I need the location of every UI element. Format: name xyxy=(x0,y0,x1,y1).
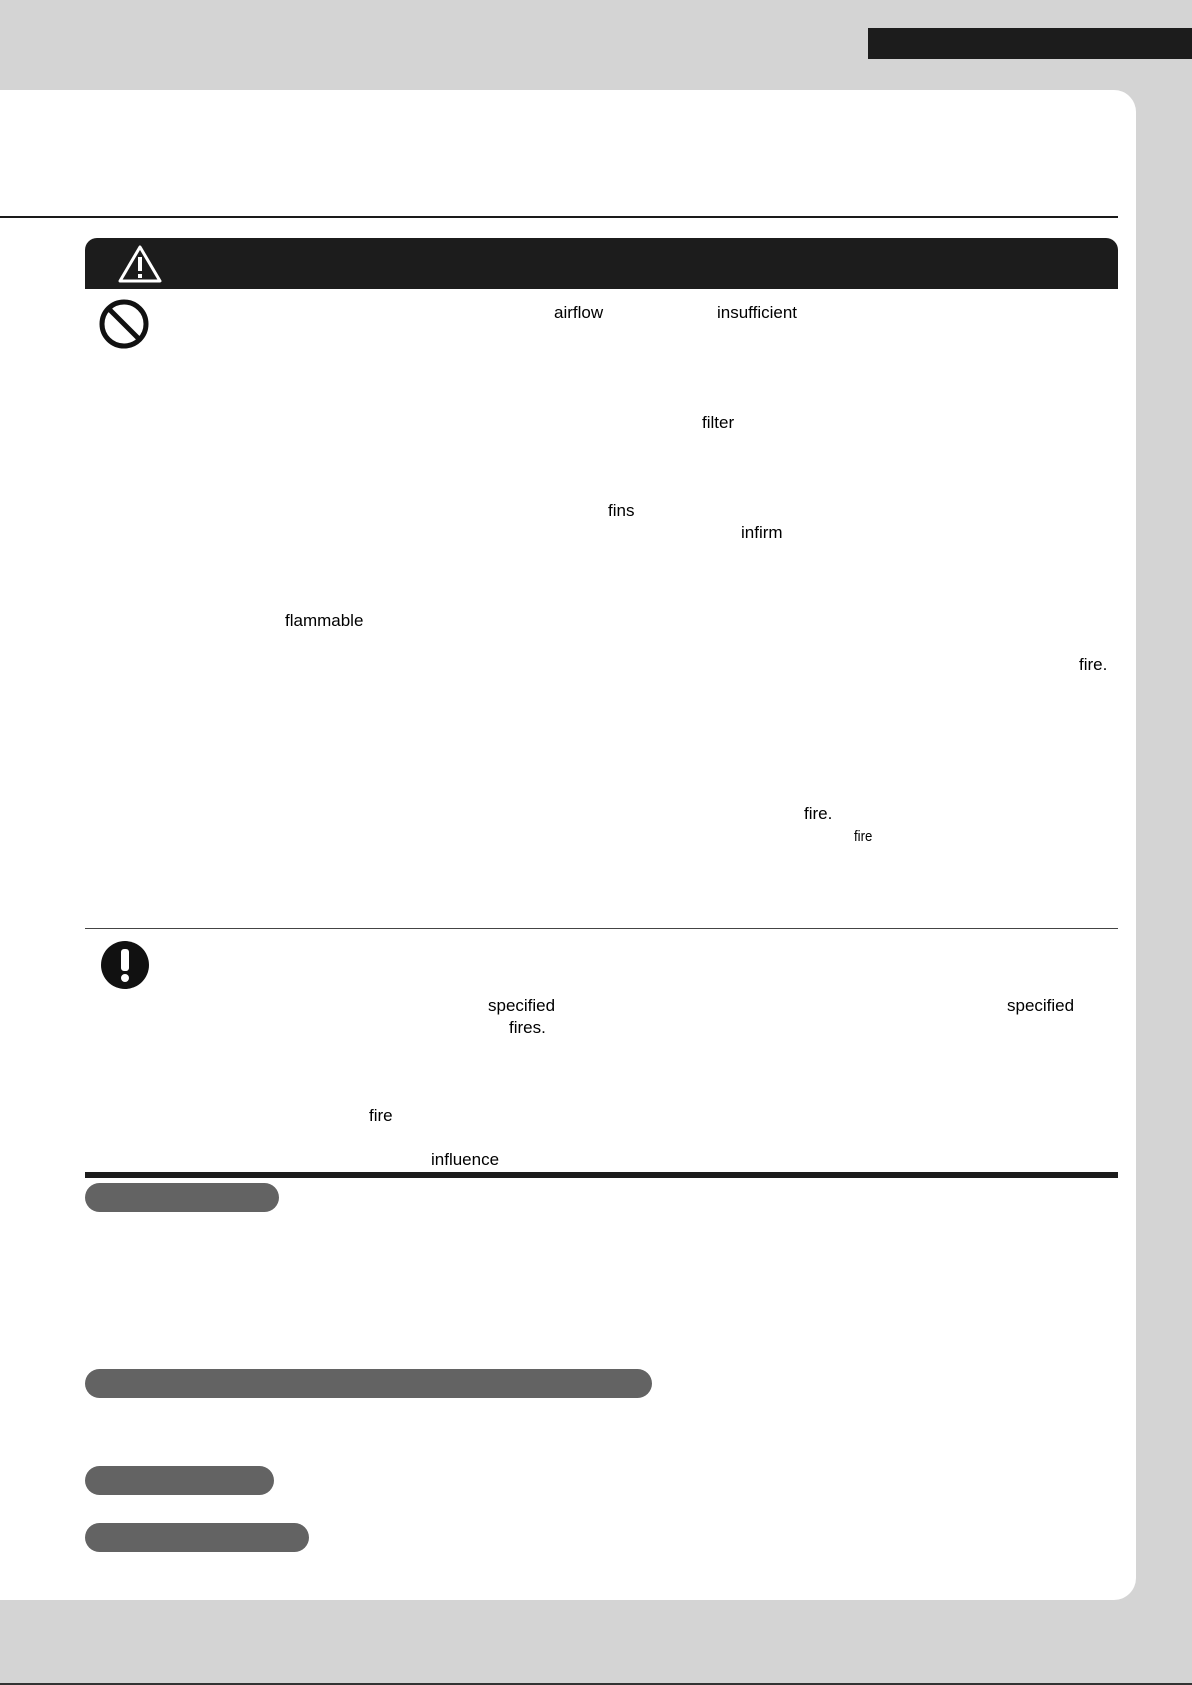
prohibition-icon xyxy=(99,299,149,349)
word-specified-2: specified xyxy=(1007,996,1075,1015)
word-flammable: flammable xyxy=(285,611,364,630)
mandatory-action-icon xyxy=(100,940,150,990)
word-fire-2: fire. xyxy=(804,804,833,823)
word-specified-1: specified xyxy=(488,996,556,1015)
word-insufficient: insufficient xyxy=(717,303,798,322)
section-end-rule xyxy=(85,1172,1118,1178)
word-fires: fires. xyxy=(509,1018,546,1037)
header-rule xyxy=(0,216,1118,218)
warning-header-bar xyxy=(85,238,1118,289)
word-filter: filter xyxy=(702,413,735,432)
word-infirm: infirm xyxy=(741,523,783,542)
word-influence: influence xyxy=(431,1150,500,1169)
section-heading-pill-1 xyxy=(85,1183,279,1212)
warning-triangle-icon xyxy=(117,244,163,284)
word-airflow: airflow xyxy=(554,303,604,322)
word-fire: fire xyxy=(369,1106,393,1125)
section-heading-pill-4 xyxy=(85,1523,309,1552)
section-heading-pill-3 xyxy=(85,1466,274,1495)
word-fins: fins xyxy=(608,501,635,520)
chapter-tab xyxy=(868,28,1192,59)
section-heading-pill-2 xyxy=(85,1369,652,1398)
section-divider xyxy=(85,928,1118,929)
word-fire-3: fire xyxy=(854,828,873,845)
word-fire-1: fire. xyxy=(1079,655,1108,674)
